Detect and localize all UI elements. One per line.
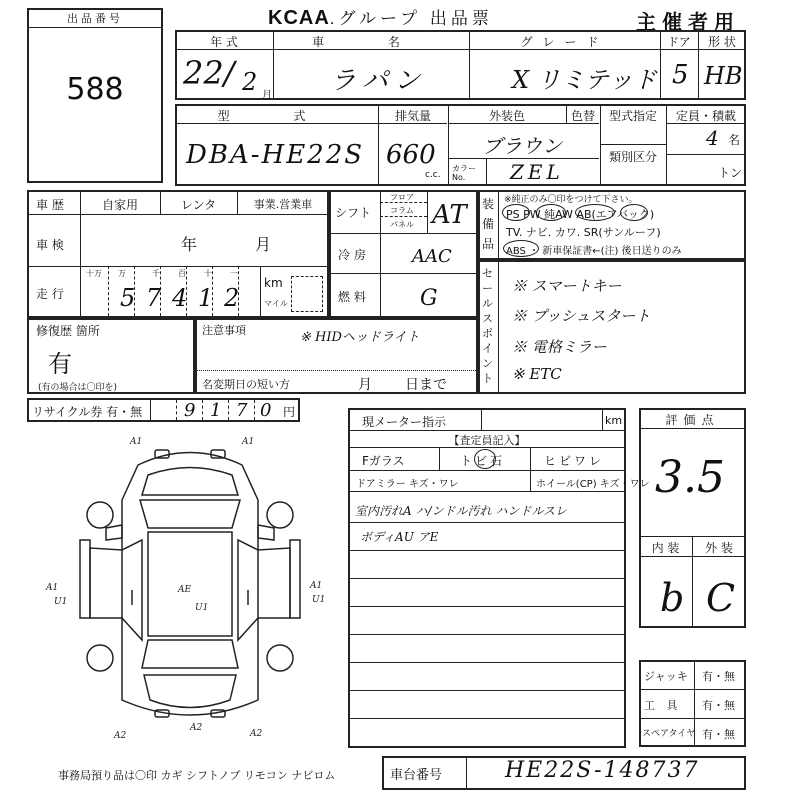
displacement-label: 排気量 — [394, 109, 431, 123]
car-damage-diagram — [40, 430, 340, 760]
shift-option-floor: フロア — [390, 193, 414, 202]
front-glass-label: Fガラス — [362, 454, 405, 468]
damage-mark-rear-right: A2 — [250, 729, 263, 739]
chassis-value: HE22S-148737 — [505, 758, 700, 783]
shape-value: HB — [704, 62, 743, 90]
exterior-label: 外 装 — [705, 541, 733, 555]
jack-value: 有・無 — [702, 670, 735, 683]
inspection-month-unit: 月 — [255, 235, 272, 254]
history-rental: レンタ — [180, 198, 217, 212]
pw-circle — [536, 204, 566, 221]
digit-header-10: 十 — [204, 269, 212, 278]
inspection-year-unit: 年 — [181, 235, 198, 254]
equipment-label: 装備品 — [482, 197, 495, 251]
month-value: 2 — [242, 68, 258, 96]
designation-label: 型式指定 — [608, 109, 657, 123]
fuel-value: G — [420, 286, 438, 311]
car-name-value: ラパン — [330, 66, 427, 96]
damage-mark-right-side-2: U1 — [312, 595, 326, 605]
equipment-line-1: PS PW 純AW AB(エアバック) — [506, 208, 655, 221]
lot-number-label: 出品番号 — [67, 12, 123, 25]
spare-tire-label: スペアタイヤ — [642, 729, 696, 739]
history-commercial: 事業.営業車 — [253, 198, 313, 211]
tools-value: 有・無 — [702, 699, 735, 712]
shift-value: AT — [432, 200, 467, 230]
capacity-value: 4 — [706, 126, 719, 150]
shift-option-column: コラム — [390, 206, 414, 215]
inspector-comment-1: 室内汚れA ハ/ンドル汚れ ハンドルスレ — [355, 504, 567, 518]
ab-circle — [620, 204, 648, 221]
recycle-digit-3: 7 — [236, 400, 248, 421]
notes-value: ※ HIDヘッドライト — [300, 330, 420, 345]
recycle-digit-1: 9 — [184, 400, 196, 421]
color-value: ブラウン — [482, 134, 562, 158]
history-label: 車 歴 — [36, 198, 64, 212]
chassis-label: 車台番号 — [390, 768, 443, 783]
selling-point-1: ※ スマートキー — [512, 277, 622, 295]
color-number-value: ZEL — [510, 160, 564, 184]
year-label: 年 式 — [210, 35, 238, 49]
recycle-digit-2: 1 — [210, 400, 222, 421]
mile-unit: マイル — [264, 299, 288, 308]
repair-history-note: (有の場合は〇印を) — [38, 383, 118, 393]
exterior-color-label: 外装色 — [488, 109, 525, 123]
cc-unit: c.c. — [425, 170, 441, 180]
damage-mark-rear-center: A2 — [190, 723, 203, 733]
lot-number-value: 588 — [66, 72, 124, 107]
ton-unit: トン — [718, 166, 743, 180]
damage-mark-left-side: A1 — [46, 583, 59, 593]
history-private: 自家用 — [101, 198, 138, 212]
repair-history-label: 修復歴 箇所 — [36, 324, 100, 338]
damage-mark-left-side-2: U1 — [54, 597, 68, 607]
tools-label: 工 具 — [644, 699, 682, 712]
category-label: 類別区分 — [608, 150, 657, 164]
chip-circle — [474, 449, 496, 469]
exterior-value: C — [706, 576, 736, 620]
damage-mark-right-side: A1 — [310, 581, 323, 591]
door-label: ドア — [667, 35, 691, 49]
score-label: 評価点 — [665, 413, 720, 427]
mileage-digit-10: 1 — [198, 284, 214, 312]
year-value: 22/ — [183, 54, 235, 92]
damage-mark-rear-left: A2 — [114, 731, 127, 741]
mileage-digit-100: 4 — [172, 284, 188, 312]
recycle-label: リサイクル券 有・無 — [32, 405, 143, 419]
grade-value: X リミテッド — [512, 66, 657, 94]
ac-value: AAC — [412, 246, 452, 267]
brand-logo: KCAA.グループ 出品票 — [268, 7, 493, 29]
office-items-label: 事務局預り品は〇印 カギ シフトノブ リモコン ナビロム — [58, 769, 336, 782]
shift-label: シフト — [335, 206, 372, 220]
damage-mark-front-right: A1 — [242, 437, 255, 447]
score-value: 3.5 — [655, 452, 725, 503]
aw-circle — [575, 204, 615, 221]
mileage-unit-box — [291, 276, 323, 312]
shape-label: 形 状 — [708, 35, 736, 49]
meter-km-unit: km — [605, 414, 623, 427]
selling-points-label: セールスポイント — [482, 267, 493, 385]
capacity-label: 定員・積載 — [675, 109, 736, 123]
group-title: .グループ 出品票 — [329, 9, 493, 28]
name-label: 車 名 — [312, 35, 430, 49]
model-value: DBA-HE22S — [186, 140, 365, 170]
jack-label: ジャッキ — [644, 670, 688, 683]
month-unit: 月 — [262, 90, 272, 101]
ac-label: 冷 房 — [338, 248, 366, 262]
wheel-damage-label: ホイール(CP) キズ・ワレ — [536, 479, 650, 490]
inspector-title: 【査定員記入】 — [448, 434, 526, 447]
shift-option-panel: パネル — [390, 220, 414, 229]
km-unit: km — [264, 276, 283, 290]
damage-mark-roof-2: U1 — [195, 603, 209, 613]
displacement-value: 660 — [386, 140, 436, 170]
mirror-damage-label: ドアミラー キズ・ワレ — [356, 479, 459, 490]
capacity-unit: 名 — [728, 133, 741, 147]
mileage-digit-1k: 7 — [146, 284, 162, 312]
color-number-label: カラー No. — [452, 164, 476, 182]
color-change-label: 色替 — [570, 109, 595, 123]
fuel-label: 燃 料 — [338, 290, 366, 304]
digit-header-1: 一 — [230, 269, 238, 278]
notes-label: 注意事項 — [202, 324, 246, 337]
inspector-comment-2: ボディAU アE — [360, 530, 439, 544]
meter-label: 現メーター指示 — [362, 415, 447, 429]
mileage-label: 走 行 — [36, 287, 64, 301]
damage-mark-roof: AE — [178, 585, 192, 595]
short-period-label: 名変期日の短い方 — [202, 378, 290, 391]
spare-tire-value: 有・無 — [702, 728, 735, 741]
model-label: 型 式 — [217, 109, 336, 123]
digit-header-1k: 千 — [152, 269, 160, 278]
recycle-digit-4: 0 — [260, 400, 272, 421]
equipment-note: ※純正のみ〇印をつけて下さい。 — [504, 195, 638, 205]
interior-value: b — [660, 576, 685, 620]
repair-history-value: 有 — [48, 350, 72, 378]
crack-label: ヒビワレ — [544, 454, 605, 468]
selling-point-4: ※ ETC — [512, 365, 562, 383]
chip-label: トビ石 — [460, 454, 506, 468]
recycle-unit: 円 — [283, 405, 296, 419]
organizer-label: 主催者用 — [636, 10, 740, 34]
inspection-label: 車 検 — [36, 238, 64, 252]
interior-label: 内 装 — [651, 541, 680, 555]
short-period-month: 月 — [358, 377, 372, 393]
digit-header-100: 百 — [178, 269, 186, 278]
damage-mark-front-left: A1 — [130, 437, 143, 447]
abs-circle — [503, 240, 539, 257]
mileage-digit-1: 2 — [224, 284, 240, 312]
selling-point-2: ※ プッシュスタート — [512, 307, 651, 325]
equipment-line-2: TV. ナビ. カワ. SR(サンルーフ) — [506, 226, 661, 239]
ps-circle — [502, 204, 530, 221]
equipment-line-3: ABS ・ 新車保証書←(注) 後日送りのみ — [506, 246, 682, 257]
grade-label: グレード — [520, 35, 609, 49]
digit-header-100k: 十万 — [86, 269, 102, 278]
short-period-day: 日まで — [405, 377, 447, 393]
digit-header-10k: 万 — [118, 269, 126, 278]
selling-point-3: ※ 電格ミラー — [512, 338, 607, 356]
door-value: 5 — [672, 60, 689, 90]
mileage-digit-10k: 5 — [120, 284, 136, 312]
